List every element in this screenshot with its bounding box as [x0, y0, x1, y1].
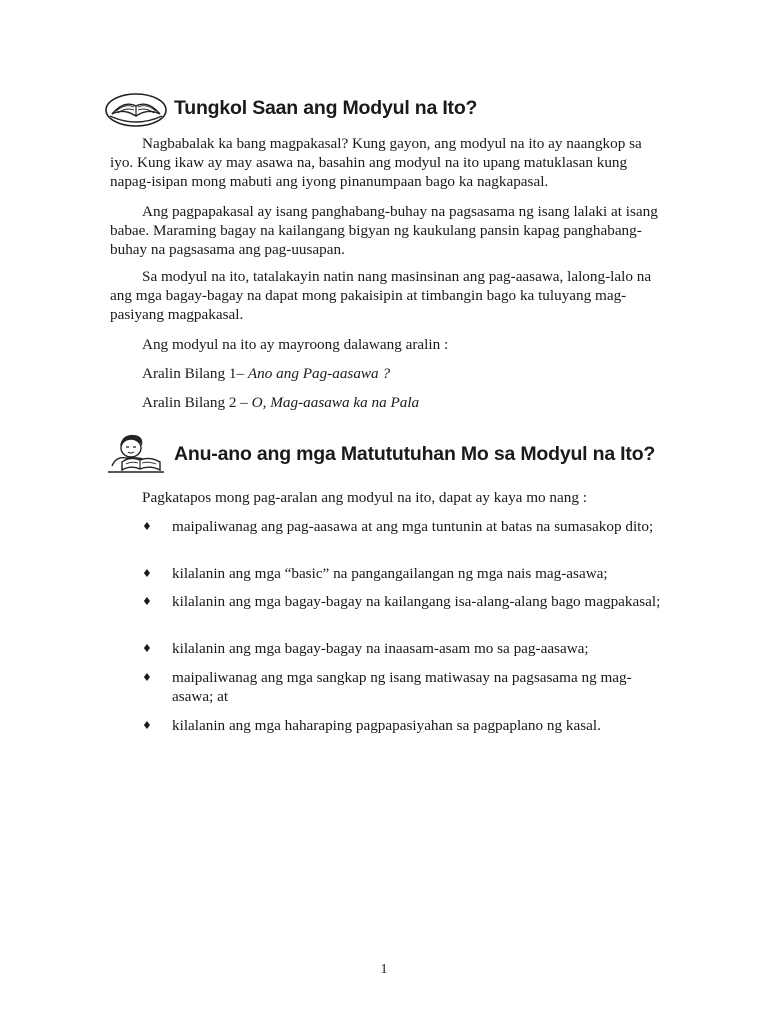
diamond-bullet-icon: ♦ — [142, 567, 152, 580]
paragraph-intro: Nagbabalak ka bang magpakasal? Kung gayon, ang modyul na ito ay naangkop sa iyo. Kung ikaw ay may asawa na, basahin ang modyul na ito upang matuklasan kung napag-isipan mong mabuti ang iyong pinanumpaan bago ka nagkapasal. — [110, 135, 642, 190]
open-book-icon — [104, 86, 168, 130]
lesson-2-title: O, Mag-aasawa ka na Pala — [251, 394, 420, 411]
student-reading-icon — [104, 432, 168, 476]
section-title-about: Tungkol Saan ang Modyul na Ito? — [174, 96, 478, 119]
list-item-text: kilalanin ang mga bagay-bagay na inaasam-asam mo sa pag-aasawa; — [172, 640, 589, 657]
section-heading-objectives — [104, 432, 655, 476]
lesson-1-title: Ano ang Pag-aasawa ? — [247, 365, 391, 382]
list-item — [110, 716, 670, 735]
diamond-bullet-icon: ♦ — [142, 520, 152, 533]
lesson-2 — [142, 393, 419, 412]
list-item — [110, 668, 670, 706]
section-heading-about — [104, 86, 477, 130]
paragraph-marriage: Ang pagpapakasal ay isang panghabang-buhay na pagsasama ng isang lalaki at isang babae. Maraming bagay na kailangang bigyan ng kaukulang pansin kapag panghabang-buhay na pagsasama ang pag-uusapan. — [110, 203, 658, 258]
paragraph-module: Sa modyul na ito, tatalakayin natin nang masinsinan ang pag-aasawa, lalong-lalo na ang mga bagay-bagay na dapat mong pakaisipin at timbangin bago ka tuluyang mag-pasiyang magpakasal. — [110, 268, 652, 323]
page-number: 1 — [380, 962, 388, 977]
list-item — [110, 564, 670, 583]
list-item — [110, 592, 670, 611]
list-item-text: maipaliwanag ang mga sangkap ng isang matiwasay na pagsasama ng mag-asawa; at — [172, 669, 632, 705]
lesson-1-prefix: Aralin Bilang 1– — [142, 365, 248, 382]
list-item-text: kilalanin ang mga haharaping pagpapasiyahan sa pagpaplano ng kasal. — [172, 717, 601, 734]
list-item — [110, 517, 670, 536]
diamond-bullet-icon: ♦ — [142, 642, 152, 655]
section-title-objectives: Anu-ano ang mga Matututuhan Mo sa Modyul na Ito? — [174, 442, 656, 465]
diamond-bullet-icon: ♦ — [142, 719, 152, 732]
objectives-intro: Pagkatapos mong pag-aralan ang modyul na ito, dapat ay kaya mo nang : — [142, 489, 587, 506]
list-item-text: kilalanin ang mga bagay-bagay na kailangang isa-alang-alang bago magpakasal; — [172, 593, 661, 610]
lesson-2-prefix: Aralin Bilang 2 – — [142, 394, 252, 411]
diamond-bullet-icon: ♦ — [142, 671, 152, 684]
list-item-text: maipaliwanag ang pag-aasawa at ang mga tuntunin at batas na sumasakop dito; — [172, 518, 654, 535]
list-item — [110, 639, 670, 658]
list-item-text: kilalanin ang mga “basic” na pangangailangan ng mga nais mag-asawa; — [172, 565, 608, 582]
lesson-1 — [142, 364, 390, 383]
lessons-intro: Ang modyul na ito ay mayroong dalawang aralin : — [142, 336, 449, 353]
diamond-bullet-icon: ♦ — [142, 595, 152, 608]
